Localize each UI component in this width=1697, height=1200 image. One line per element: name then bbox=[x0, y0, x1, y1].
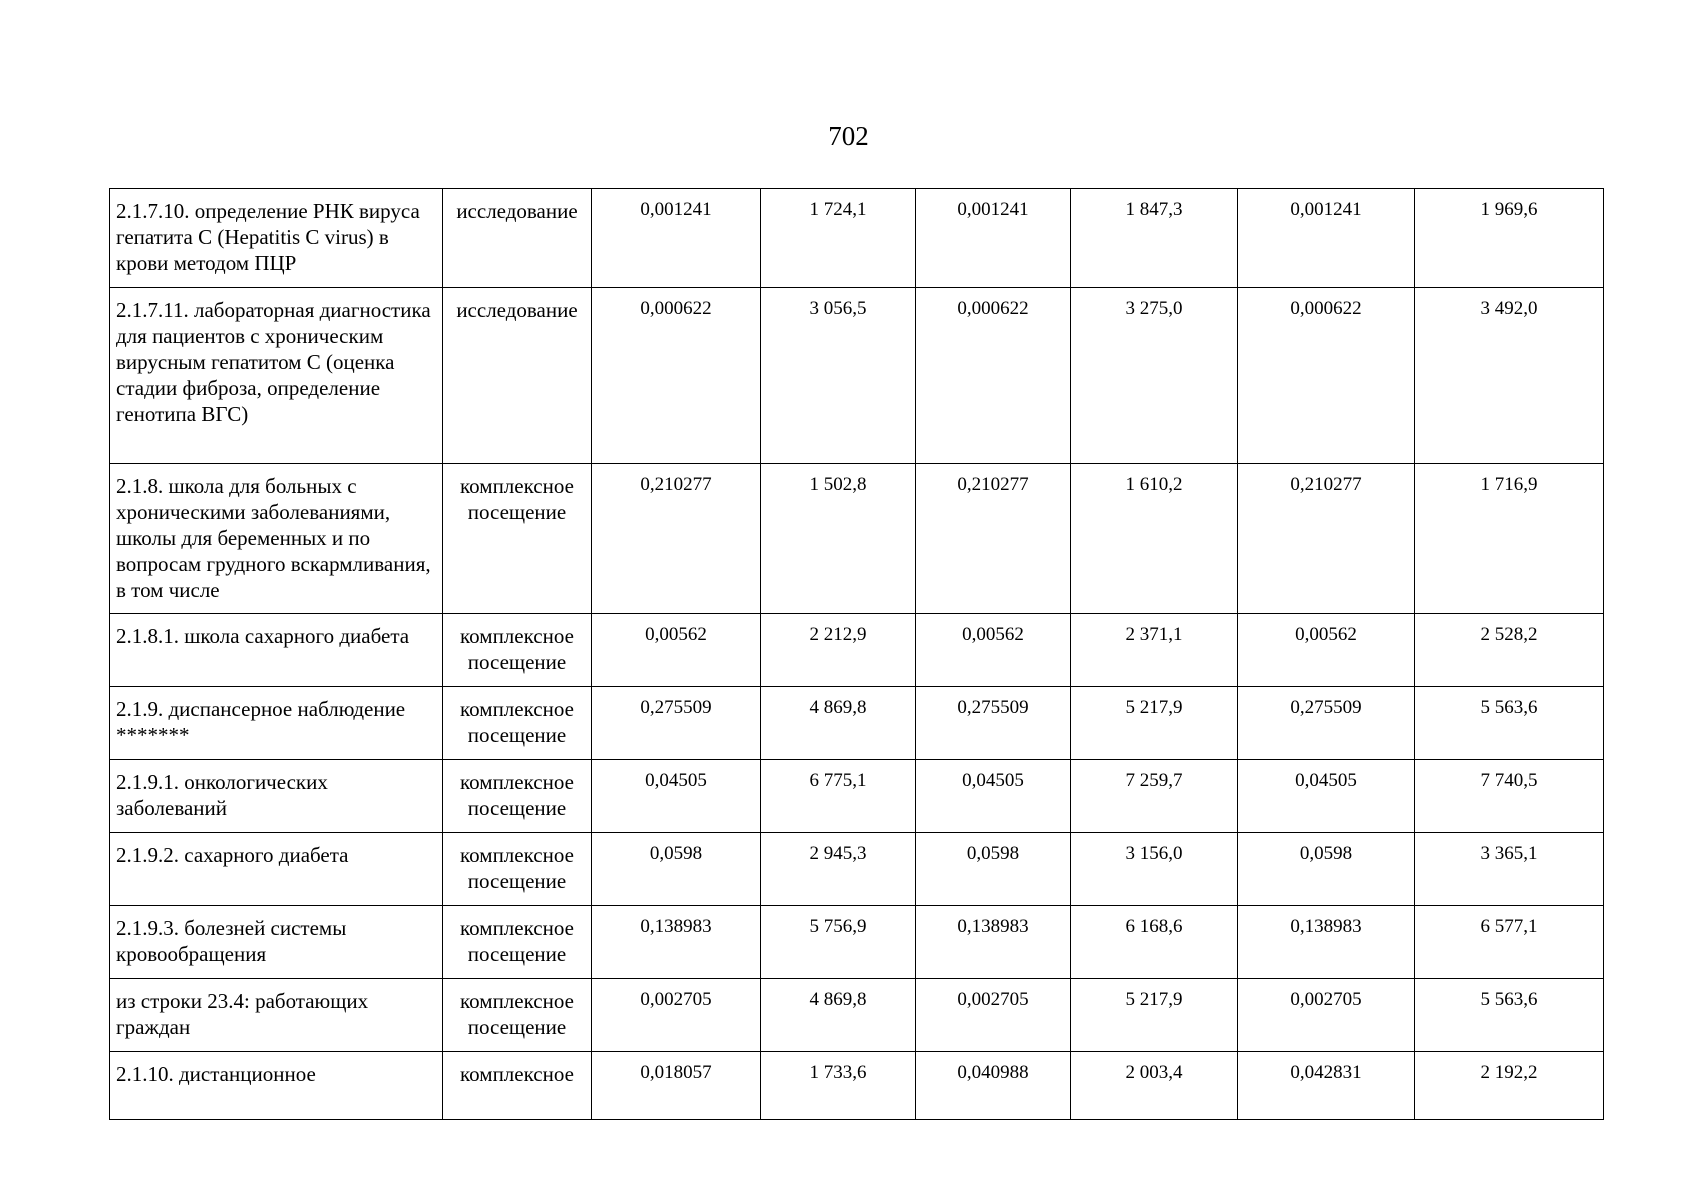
volume-3: 0,275509 bbox=[1290, 697, 1362, 718]
table-row bbox=[110, 288, 1604, 464]
volume-1: 0,002705 bbox=[640, 989, 712, 1010]
cost-2: 6 168,6 bbox=[1125, 916, 1183, 937]
unit-cell bbox=[443, 979, 592, 1052]
cost-1: 2 945,3 bbox=[809, 843, 867, 864]
unit-cell bbox=[443, 614, 592, 687]
volume-1: 0,138983 bbox=[640, 916, 712, 937]
table-row bbox=[110, 464, 1604, 614]
name-cell bbox=[110, 1052, 443, 1120]
name-cell bbox=[110, 979, 443, 1052]
cost-2: 1 610,2 bbox=[1125, 474, 1183, 495]
cost-1: 1 502,8 bbox=[809, 474, 867, 495]
row-name: 2.1.10. дистанционное bbox=[116, 1062, 316, 1086]
cost-2: 7 259,7 bbox=[1125, 770, 1183, 791]
volume-2: 0,00562 bbox=[962, 624, 1024, 645]
row-name: 2.1.7.10. определение РНК вируса гепатита C (Hepatitis C virus) в крови методом ПЦР bbox=[116, 199, 420, 275]
volume-2: 0,275509 bbox=[957, 697, 1029, 718]
cost-3: 2 192,2 bbox=[1480, 1062, 1538, 1083]
unit-cell bbox=[443, 288, 592, 464]
row-unit: комплексное посещение bbox=[460, 697, 574, 747]
name-cell bbox=[110, 906, 443, 979]
volume-3: 0,001241 bbox=[1290, 199, 1362, 220]
cost-3: 1 716,9 bbox=[1480, 474, 1538, 495]
table-row bbox=[110, 760, 1604, 833]
cost-2: 5 217,9 bbox=[1125, 697, 1183, 718]
cost-3: 5 563,6 bbox=[1480, 989, 1538, 1010]
cost-2: 5 217,9 bbox=[1125, 989, 1183, 1010]
cost-3: 6 577,1 bbox=[1480, 916, 1538, 937]
cost-1: 5 756,9 bbox=[809, 916, 867, 937]
row-unit: комплексное посещение bbox=[460, 989, 574, 1039]
table-row bbox=[110, 906, 1604, 979]
cost-2: 3 275,0 bbox=[1125, 298, 1183, 319]
volume-3: 0,042831 bbox=[1290, 1062, 1362, 1083]
volume-2: 0,138983 bbox=[957, 916, 1029, 937]
volume-2: 0,0598 bbox=[966, 843, 1020, 864]
row-name: из строки 23.4: работающих граждан bbox=[116, 989, 369, 1039]
volume-1: 0,275509 bbox=[640, 697, 712, 718]
volume-2: 0,04505 bbox=[962, 770, 1024, 791]
cost-3: 5 563,6 bbox=[1480, 697, 1538, 718]
volume-3: 0,04505 bbox=[1295, 770, 1357, 791]
volume-1: 0,001241 bbox=[640, 199, 712, 220]
unit-cell bbox=[443, 1052, 592, 1120]
cost-3: 1 969,6 bbox=[1480, 199, 1538, 220]
volume-1: 0,000622 bbox=[640, 298, 712, 319]
row-name: 2.1.9.1. онкологических заболеваний bbox=[116, 770, 328, 820]
cost-1: 4 869,8 bbox=[809, 697, 867, 718]
row-name: 2.1.9.2. сахарного диабета bbox=[116, 843, 349, 867]
cost-1: 3 056,5 bbox=[809, 298, 867, 319]
volume-1: 0,04505 bbox=[645, 770, 707, 791]
row-name: 2.1.9. диспансерное наблюдение ******* bbox=[116, 697, 406, 747]
row-name: 2.1.9.3. болезней системы кровообращения bbox=[116, 916, 347, 966]
volume-3: 0,002705 bbox=[1290, 989, 1362, 1010]
unit-cell bbox=[443, 464, 592, 614]
cost-1: 6 775,1 bbox=[809, 770, 867, 791]
volume-1: 0,018057 bbox=[640, 1062, 712, 1083]
cost-1: 2 212,9 bbox=[809, 624, 867, 645]
cost-3: 7 740,5 bbox=[1480, 770, 1538, 791]
name-cell bbox=[110, 614, 443, 687]
page-number: 702 bbox=[828, 121, 869, 151]
row-name: 2.1.8.1. школа сахарного диабета bbox=[116, 624, 410, 648]
table-row bbox=[110, 614, 1604, 687]
row-name: 2.1.8. школа для больных с хроническими заболеваниями, школы для беременных и по вопросам грудного вскармливания, в том числе bbox=[116, 474, 431, 602]
row-unit: комплексное посещение bbox=[460, 624, 574, 674]
row-unit: исследование bbox=[456, 199, 578, 223]
volume-3: 0,00562 bbox=[1295, 624, 1357, 645]
cost-2: 1 847,3 bbox=[1125, 199, 1183, 220]
name-cell bbox=[110, 833, 443, 906]
volume-2: 0,000622 bbox=[957, 298, 1029, 319]
row-unit: комплексное bbox=[460, 1062, 574, 1086]
row-unit: исследование bbox=[456, 298, 578, 322]
unit-cell bbox=[443, 906, 592, 979]
cost-1: 1 733,6 bbox=[809, 1062, 867, 1083]
name-cell bbox=[110, 760, 443, 833]
unit-cell bbox=[443, 687, 592, 760]
row-unit: комплексное посещение bbox=[460, 843, 574, 893]
volume-2: 0,001241 bbox=[957, 199, 1029, 220]
table-row bbox=[110, 687, 1604, 760]
volume-3: 0,210277 bbox=[1290, 474, 1362, 495]
cost-3: 3 365,1 bbox=[1480, 843, 1538, 864]
volume-2: 0,210277 bbox=[957, 474, 1029, 495]
name-cell bbox=[110, 464, 443, 614]
row-unit: комплексное посещение bbox=[460, 770, 574, 820]
table-row bbox=[110, 189, 1604, 288]
cost-2: 2 371,1 bbox=[1125, 624, 1183, 645]
volume-1: 0,00562 bbox=[645, 624, 707, 645]
table-row bbox=[110, 833, 1604, 906]
cost-2: 2 003,4 bbox=[1125, 1062, 1183, 1083]
volume-3: 0,0598 bbox=[1299, 843, 1353, 864]
cost-3: 2 528,2 bbox=[1480, 624, 1538, 645]
volume-2: 0,040988 bbox=[957, 1062, 1029, 1083]
volume-1: 0,210277 bbox=[640, 474, 712, 495]
volume-2: 0,002705 bbox=[957, 989, 1029, 1010]
volume-3: 0,138983 bbox=[1290, 916, 1362, 937]
unit-cell bbox=[443, 760, 592, 833]
volume-1: 0,0598 bbox=[649, 843, 703, 864]
name-cell bbox=[110, 189, 443, 288]
unit-cell bbox=[443, 189, 592, 288]
name-cell bbox=[110, 687, 443, 760]
row-name: 2.1.7.11. лабораторная диагностика для пациентов с хроническим вирусным гепатитом C (оценка стадии фиброза, определение генотипа ВГС) bbox=[116, 298, 431, 426]
data-table bbox=[109, 188, 1604, 1120]
cost-1: 1 724,1 bbox=[809, 199, 867, 220]
row-unit: комплексное посещение bbox=[460, 474, 574, 524]
unit-cell bbox=[443, 833, 592, 906]
volume-3: 0,000622 bbox=[1290, 298, 1362, 319]
cost-1: 4 869,8 bbox=[809, 989, 867, 1010]
row-unit: комплексное посещение bbox=[460, 916, 574, 966]
table-row bbox=[110, 1052, 1604, 1120]
name-cell bbox=[110, 288, 443, 464]
cost-2: 3 156,0 bbox=[1125, 843, 1183, 864]
table-row bbox=[110, 979, 1604, 1052]
cost-3: 3 492,0 bbox=[1480, 298, 1538, 319]
